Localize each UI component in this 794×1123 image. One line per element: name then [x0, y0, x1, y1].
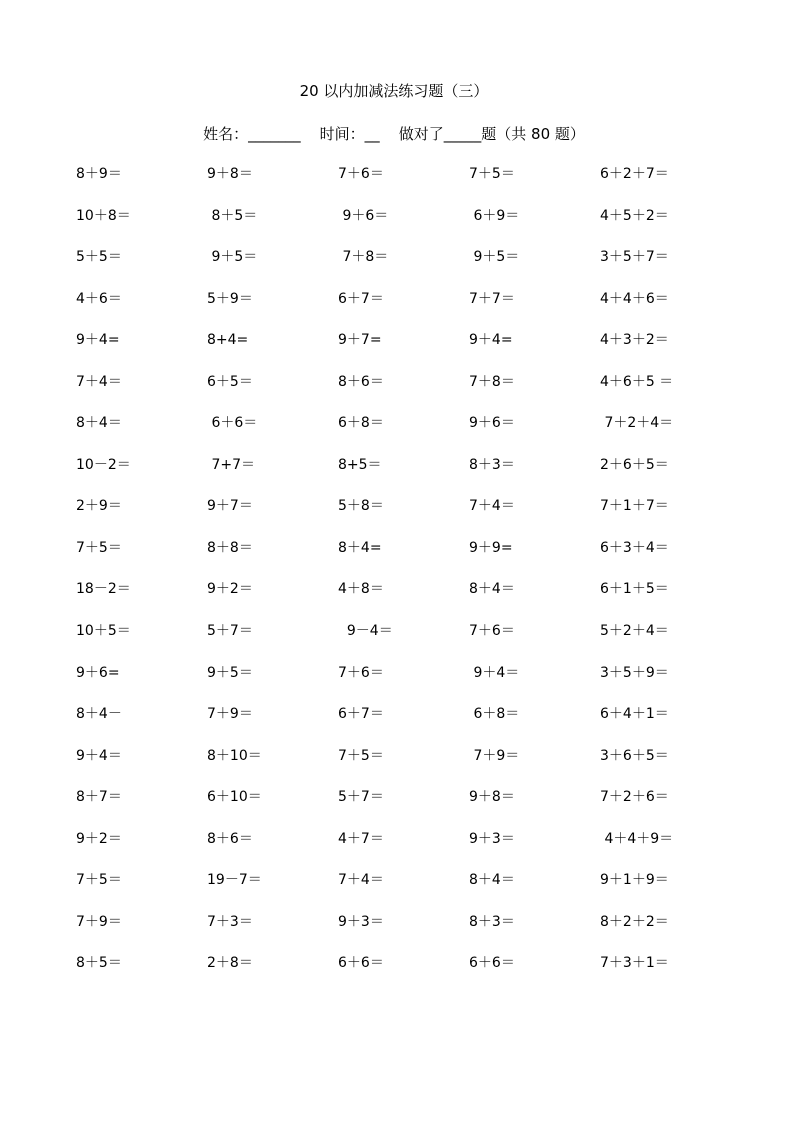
math-problem: 18－2＝ [76, 581, 131, 598]
math-problem: 6＋8＝ [338, 415, 384, 432]
math-problem: 8＋4＝ [469, 872, 515, 889]
math-problem: 9＋4= [76, 332, 120, 349]
math-problem: 9＋6＝ [338, 207, 389, 224]
math-problem: 8+5＝ [338, 456, 382, 473]
math-problem: 7＋8＝ [469, 373, 515, 390]
math-problem: 8＋6＝ [207, 830, 253, 847]
problem-row [76, 745, 716, 787]
math-problem: 6＋10＝ [207, 789, 262, 806]
math-problem: 7＋4＝ [469, 498, 515, 515]
math-problem: 3＋5＋7＝ [600, 249, 669, 266]
math-problem: 2＋8＝ [207, 955, 253, 972]
problem-row [76, 495, 716, 537]
math-problem: 7＋2＋4＝ [600, 415, 674, 432]
math-problem: 5＋5＝ [76, 249, 122, 266]
math-problem: 9＋4= [469, 332, 513, 349]
math-problem: 7＋6＝ [338, 664, 384, 681]
math-problem: 7＋4＝ [338, 872, 384, 889]
math-problem: 10－2＝ [76, 456, 131, 473]
math-problem: 9＋5＝ [207, 664, 253, 681]
math-problem: 7＋8＝ [338, 249, 389, 266]
math-problem: 6＋6＝ [207, 415, 258, 432]
math-problem: 6＋6＝ [469, 955, 515, 972]
math-problem: 6＋5＝ [207, 373, 253, 390]
problem-row [76, 163, 716, 205]
math-problem: 7＋5＝ [76, 872, 122, 889]
worksheet-title: 20 以内加减法练习题（三） [299, 82, 489, 100]
math-problem: 4＋7＝ [338, 830, 384, 847]
math-problem: 7＋5＝ [338, 747, 384, 764]
problem-row [76, 205, 716, 247]
problem-row [76, 578, 716, 620]
problem-row [76, 288, 716, 330]
math-problem: 8＋5＝ [76, 955, 122, 972]
math-problem: 7＋9＝ [207, 706, 253, 723]
math-problem: 9＋2＝ [207, 581, 253, 598]
math-problem: 9＋2＝ [76, 830, 122, 847]
math-problem: 7+7＝ [207, 456, 255, 473]
math-problem: 9＋4＝ [76, 747, 122, 764]
math-problem: 6＋4＋1＝ [600, 706, 669, 723]
math-problem: 6＋1＋5＝ [600, 581, 669, 598]
math-problem: 8＋4－ [76, 706, 122, 723]
math-problem: 8＋8＝ [207, 539, 253, 556]
math-problem: 9＋4＝ [469, 664, 520, 681]
math-problem: 8＋5＝ [207, 207, 258, 224]
math-problem: 7＋6＝ [469, 623, 515, 640]
math-problem: 10＋8＝ [76, 207, 131, 224]
math-problem: 9＋5＝ [207, 249, 258, 266]
math-problem: 8＋6＝ [338, 373, 384, 390]
math-problem: 5＋7＝ [338, 789, 384, 806]
math-problem: 9＋7= [338, 332, 382, 349]
math-problem: 8＋4= [338, 539, 382, 556]
problem-row [76, 662, 716, 704]
math-problem: 4＋6＋5 ＝ [600, 373, 674, 390]
math-problem: 2＋9＝ [76, 498, 122, 515]
problem-row [76, 329, 716, 371]
math-problem: 7＋7＝ [469, 290, 515, 307]
math-problem: 7＋1＋7＝ [600, 498, 669, 515]
math-problem: 4＋4＋6＝ [600, 290, 669, 307]
math-problem: 5＋2＋4＝ [600, 623, 669, 640]
math-problem: 8＋3＝ [469, 913, 515, 930]
math-problem: 5＋8＝ [338, 498, 384, 515]
math-problem: 9＋7＝ [207, 498, 253, 515]
math-problem: 6＋2＋7＝ [600, 166, 669, 182]
math-problem: 8＋3＝ [469, 456, 515, 473]
problem-row [76, 911, 716, 953]
math-problem: 9＋3＝ [338, 913, 384, 930]
problem-row [76, 786, 716, 828]
problem-row [76, 952, 716, 994]
math-problem: 4＋6＝ [76, 290, 122, 307]
math-problem: 6＋7＝ [338, 706, 384, 723]
math-problem: 7＋4＝ [76, 373, 122, 390]
math-problem: 8＋4＝ [76, 415, 122, 432]
math-problem: 10＋5＝ [76, 623, 131, 640]
math-problem: 3＋5＋9＝ [600, 664, 669, 681]
math-problem: 8＋4＝ [469, 581, 515, 598]
math-problem: 8＋7＝ [76, 789, 122, 806]
problem-row [76, 371, 716, 413]
problem-grid [76, 163, 716, 994]
math-problem: 6＋8＝ [469, 706, 520, 723]
math-problem: 7＋6＝ [338, 166, 384, 182]
math-problem: 9＋1＋9＝ [600, 872, 669, 889]
math-problem: 8＋2＋2＝ [600, 913, 669, 930]
math-problem: 6＋7＝ [338, 290, 384, 307]
problem-row [76, 454, 716, 496]
math-problem: 6＋9＝ [469, 207, 520, 224]
math-problem: 9＋3＝ [469, 830, 515, 847]
math-problem: 4＋4＋9＝ [600, 830, 674, 847]
math-problem: 7＋3＋1＝ [600, 955, 669, 972]
math-problem: 6＋6＝ [338, 955, 384, 972]
math-problem: 9＋8＝ [207, 166, 253, 182]
problem-row [76, 620, 716, 662]
problem-row [76, 412, 716, 454]
math-problem: 5＋7＝ [207, 623, 253, 640]
math-problem: 9＋6＝ [469, 415, 515, 432]
math-problem: 2＋6＋5＝ [600, 456, 669, 473]
math-problem: 9－4＝ [338, 623, 393, 640]
math-problem: 8＋10＝ [207, 747, 262, 764]
math-problem: 7＋9＝ [469, 747, 520, 764]
math-problem: 7＋5＝ [469, 166, 515, 182]
math-problem: 5＋9＝ [207, 290, 253, 307]
math-problem: 8＋9＝ [76, 166, 122, 182]
problem-row [76, 537, 716, 579]
math-problem: 9＋6= [76, 664, 120, 681]
math-problem: 4＋5＋2＝ [600, 207, 669, 224]
math-problem: 7＋3＝ [207, 913, 253, 930]
math-problem: 9＋9= [469, 539, 513, 556]
math-problem: 8+4= [207, 332, 249, 349]
problem-row [76, 246, 716, 288]
math-problem: 6＋3＋4＝ [600, 539, 669, 556]
math-problem: 7＋9＝ [76, 913, 122, 930]
math-problem: 7＋2＋6＝ [600, 789, 669, 806]
problem-row [76, 703, 716, 745]
math-problem: 19－7＝ [207, 872, 262, 889]
math-problem: 3＋6＋5＝ [600, 747, 669, 764]
math-problem: 7＋5＝ [76, 539, 122, 556]
math-problem: 4＋3＋2＝ [600, 332, 669, 349]
problem-row [76, 828, 716, 870]
problem-row [76, 869, 716, 911]
student-info-line: 姓名：_______ 时间：__ 做对了_____题（共 80 题） [203, 125, 585, 143]
math-problem: 9＋8＝ [469, 789, 515, 806]
math-problem: 9＋5＝ [469, 249, 520, 266]
math-problem: 4＋8＝ [338, 581, 384, 598]
